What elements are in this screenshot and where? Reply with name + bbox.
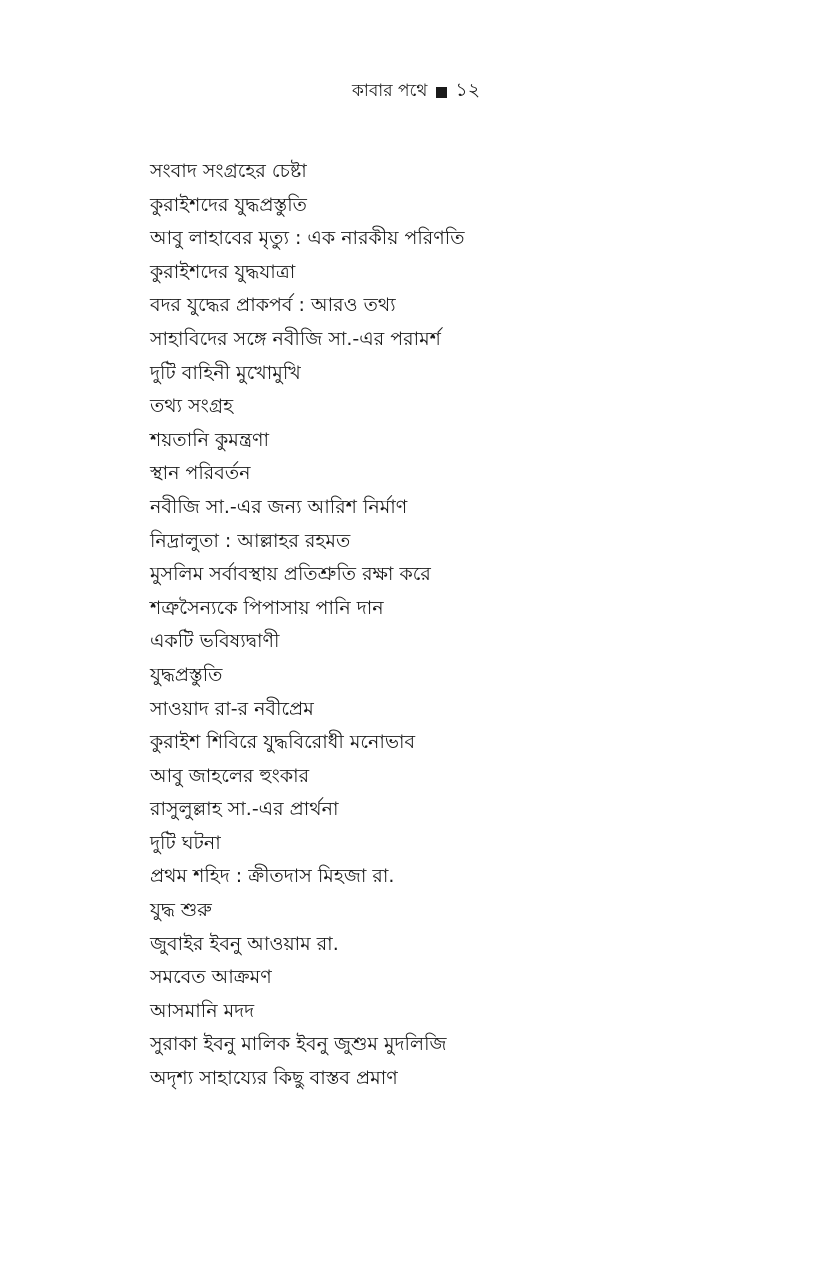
contents-entry: কুরাইশদের যুদ্ধপ্রস্তুতি bbox=[150, 193, 307, 216]
contents-entry: যুদ্ধপ্রস্তুতি bbox=[150, 663, 223, 686]
contents-entry: সংবাদ সংগ্রহের চেষ্টা bbox=[150, 160, 307, 182]
contents-entry: যুদ্ধ শুরু bbox=[150, 899, 212, 922]
page-number: ১২ bbox=[455, 79, 481, 101]
contents-entry: মুসলিম সর্বাবস্থায় প্রতিশ্রুতি রক্ষা করে bbox=[150, 563, 431, 586]
contents-entry: আবু লাহাবের মৃত্যু : এক নারকীয় পরিণতি bbox=[150, 227, 465, 250]
contents-entry: সাওয়াদ রা-র নবীপ্রেম bbox=[150, 697, 314, 720]
contents-entry: কুরাইশদের যুদ্ধযাত্রা bbox=[150, 260, 296, 283]
contents-entry: আসমানি মদদ bbox=[150, 999, 255, 1022]
contents-entry: দুটি ঘটনা bbox=[150, 831, 221, 854]
contents-list bbox=[150, 155, 464, 1096]
contents-entry: শয়তানি কুমন্ত্রণা bbox=[150, 428, 270, 451]
contents-entry: প্রথম শহিদ : ক্রীতদাস মিহজা রা. bbox=[150, 865, 395, 888]
contents-entry: নবীজি সা.-এর জন্য আরিশ নির্মাণ bbox=[150, 495, 408, 518]
contents-entry: শত্রুসৈন্যকে পিপাসায় পানি দান bbox=[150, 596, 384, 619]
contents-entry: একটি ভবিষ্যদ্বাণী bbox=[150, 630, 280, 653]
book-title: কাবার পথে bbox=[352, 81, 428, 101]
contents-entry: বদর যুদ্ধের প্রাকপর্ব : আরও তথ্য bbox=[150, 294, 396, 317]
square-separator-icon bbox=[436, 87, 447, 98]
contents-entry: সাহাবিদের সঙ্গে নবীজি সা.-এর পরামর্শ bbox=[150, 327, 441, 350]
running-header bbox=[352, 78, 480, 106]
contents-entry: আবু জাহলের হুংকার bbox=[150, 764, 310, 787]
contents-entry: জুবাইর ইবনু আওয়াম রা. bbox=[150, 932, 339, 955]
contents-entry: সুরাকা ইবনু মালিক ইবনু জুশুম মুদলিজি bbox=[150, 1033, 447, 1056]
contents-entry: স্থান পরিবর্তন bbox=[150, 462, 251, 485]
contents-entry: নিদ্রালুতা : আল্লাহর রহমত bbox=[150, 529, 351, 552]
contents-entry: তথ্য সংগ্রহ bbox=[150, 395, 234, 418]
contents-entry: দুটি বাহিনী মুখোমুখি bbox=[150, 361, 301, 384]
contents-entry: অদৃশ্য সাহায্যের কিছু বাস্তব প্রমাণ bbox=[150, 1067, 398, 1090]
contents-entry: কুরাইশ শিবিরে যুদ্ধবিরোধী মনোভাব bbox=[150, 731, 416, 754]
contents-entry: রাসুলুল্লাহ সা.-এর প্রার্থনা bbox=[150, 798, 339, 821]
contents-entry: সমবেত আক্রমণ bbox=[150, 966, 272, 989]
